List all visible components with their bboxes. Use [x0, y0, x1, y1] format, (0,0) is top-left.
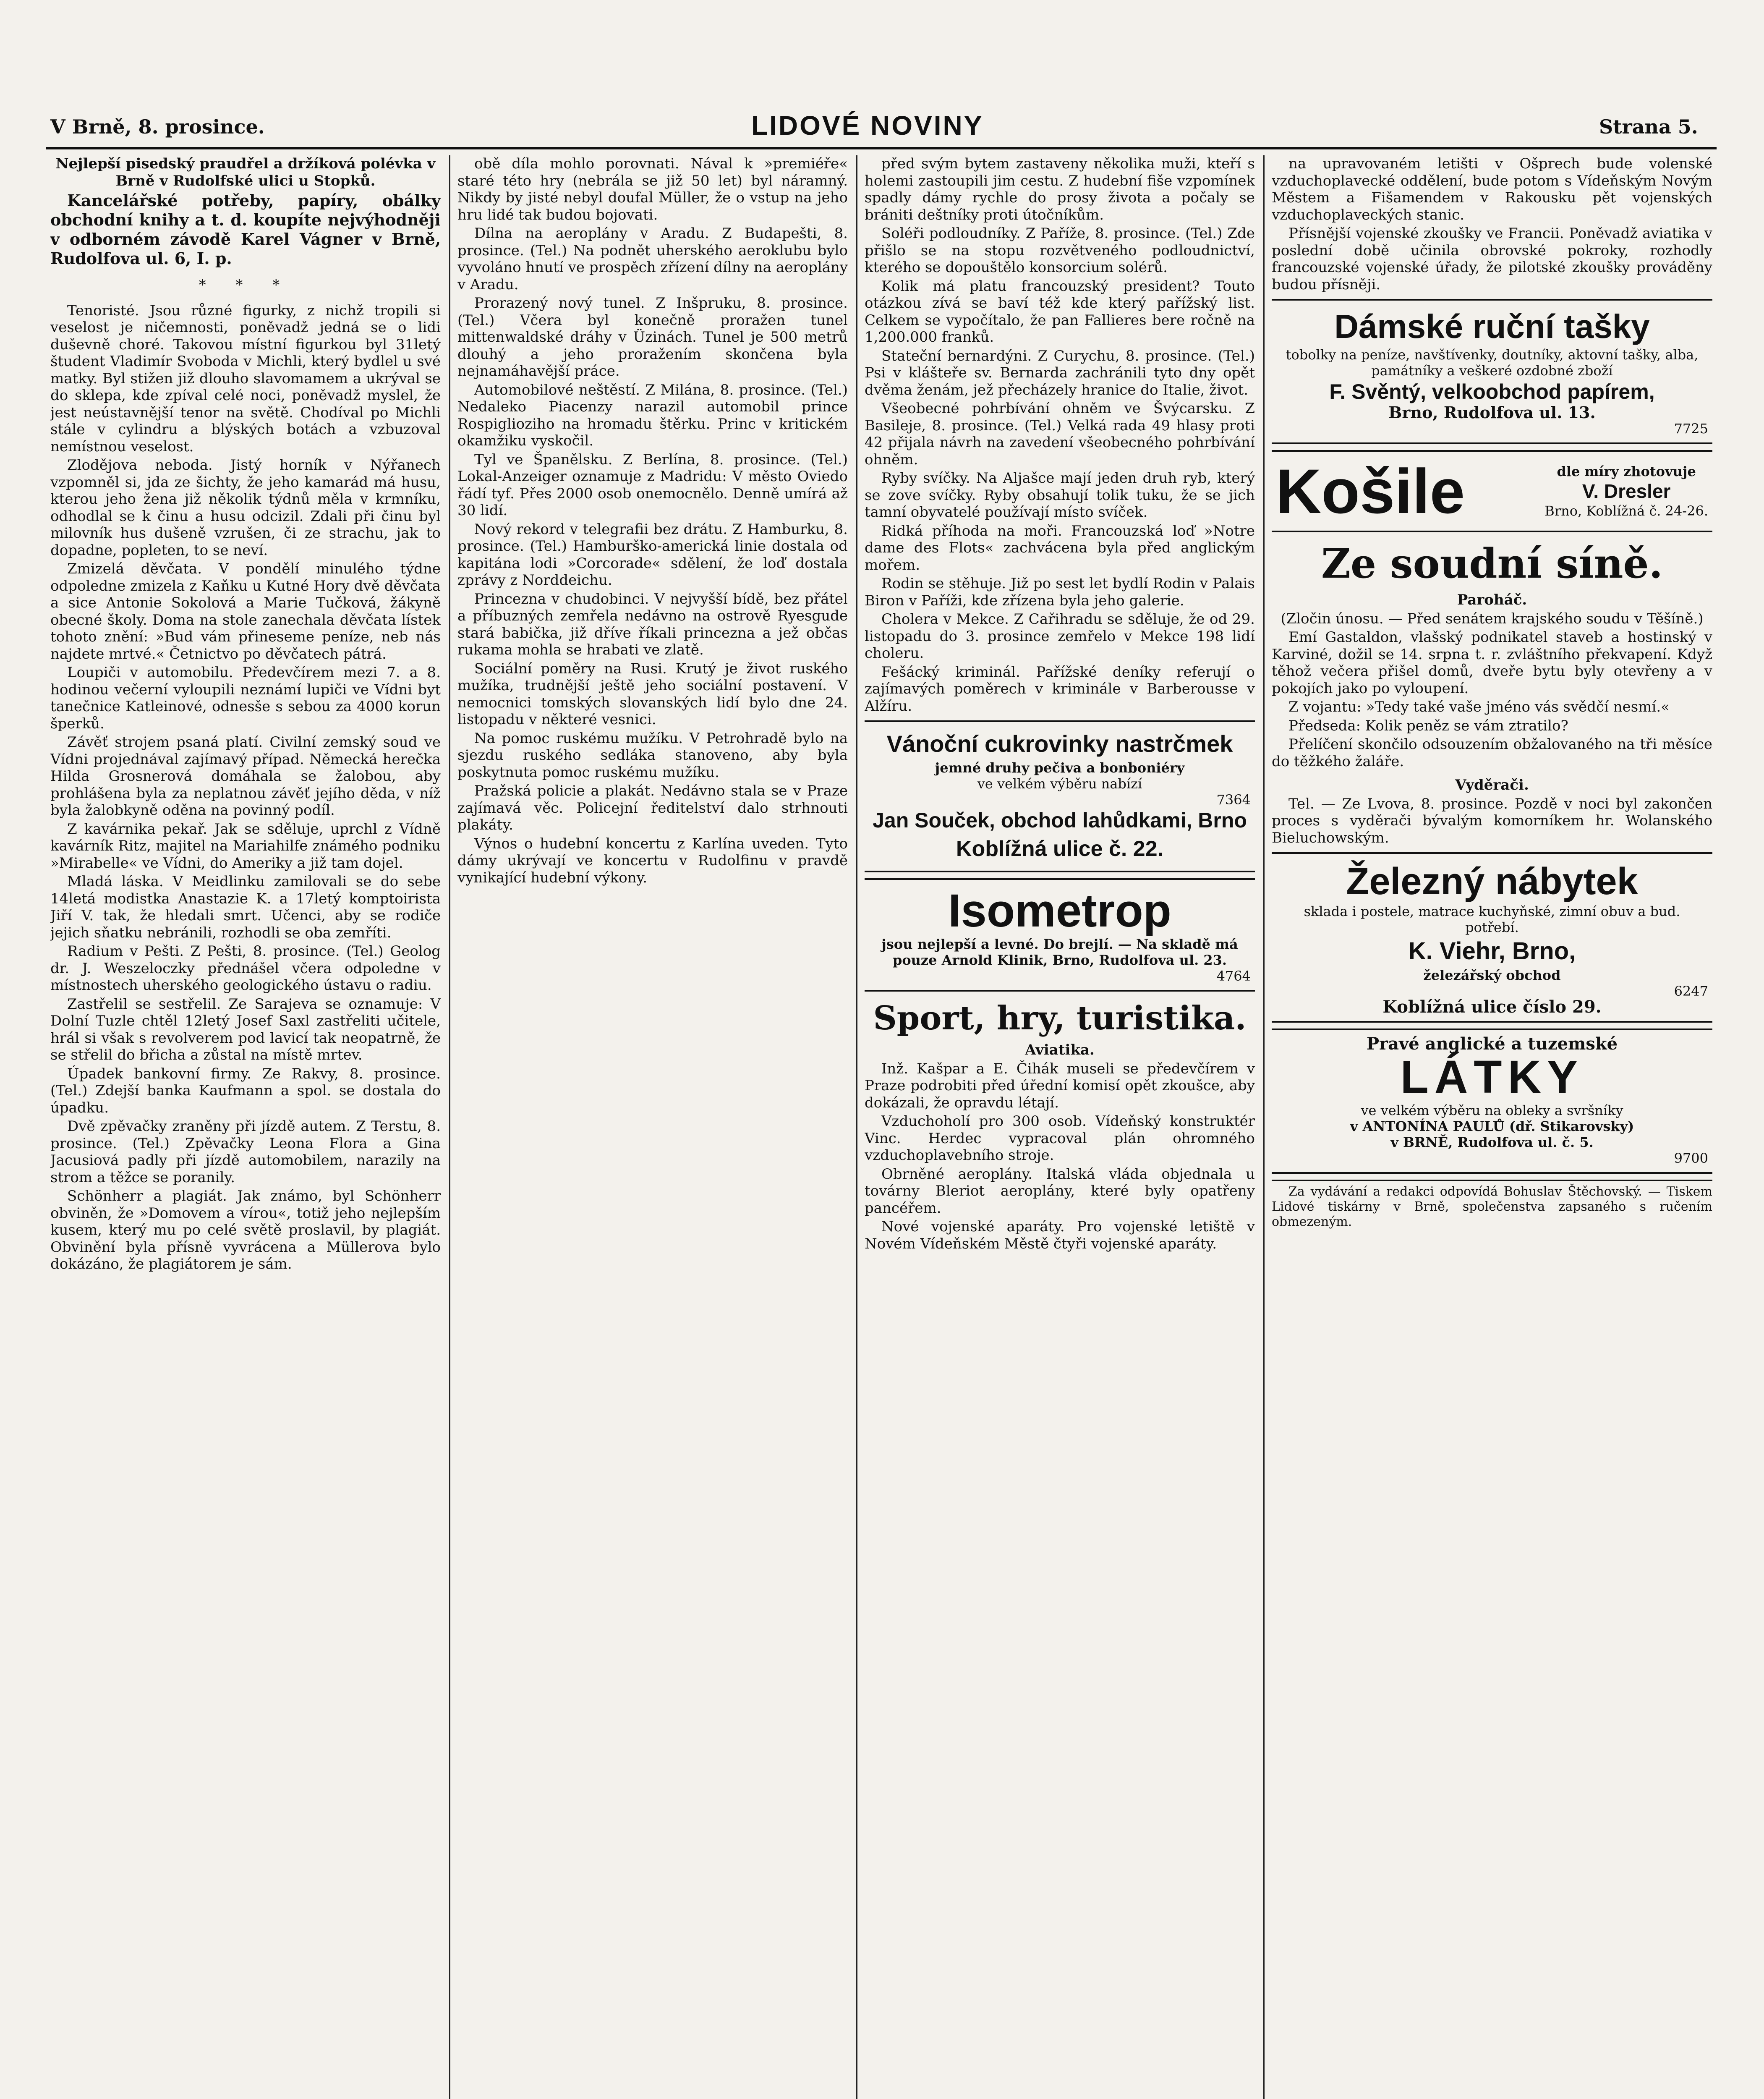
section-subtitle: Paroháč. [1457, 591, 1527, 608]
column-3 [865, 155, 1255, 2099]
ad-text: dle míry zhotovuje [1557, 463, 1696, 479]
article: Úpadek bankovní firmy. Ze Rakvy, 8. prosince. (Tel.) Zdejší banka Kaufmann a spol. se dostala do úpadku. [50, 1065, 441, 1116]
article: Stateční bernardýni. Z Curychu, 8. prosince. (Tel.) Psi v klášteře sv. Bernarda zachránili tyto dny opět dvěma ženám, jež přecházely hranice do Italie, život. [865, 347, 1255, 398]
ad-firm: Jan Souček, obchod lahůdkami, Brno [873, 809, 1247, 832]
ad-firm: V. Dresler [1582, 480, 1671, 502]
ad-iron-furniture [1272, 852, 1712, 1023]
article: Ridká příhoda na moři. Francouzská loď »Notre dame des Flots« zachvácena byla před anglickým mořem. [865, 522, 1255, 573]
ad-headline: Dámské ruční tašky [1334, 308, 1650, 345]
article: Přelíčení skončilo odsouzením obžalovaného na tři měsíce do těžkého žaláře. [1272, 736, 1712, 770]
header-date: V Brně, 8. prosince. [50, 115, 265, 138]
section-title: Ze soudní síně. [1321, 540, 1663, 587]
ad-text: Pravé anglické a tuzemské [1366, 1034, 1618, 1054]
article: Fešácký kriminál. Pařížské deníky referují o zajímavých poměrech v kriminále v Barberousse v Alžíru. [865, 663, 1255, 714]
ad-isometrop [865, 878, 1255, 992]
article: Tel. — Ze Lvova, 8. prosince. Pozdě v noci byl zakončen proces s vyděrači bývalým komorníkem hr. Wolanského Bieluchowským. [1272, 795, 1712, 846]
masthead: LIDOVÉ NOVINY [751, 110, 984, 141]
article: Z vojantu: »Tedy také vaše jméno vás svědčí nesmí.« [1288, 699, 1670, 715]
ad-code: 9700 [1674, 1150, 1708, 1166]
ad-text: tobolky na peníze, navštívenky, doutníky, aktovní tašky, alba, památníky a veškeré ozdobné zboží [1286, 347, 1699, 379]
article: Z kavárnika pekař. Jak se sděluje, uprchl z Vídně kavárník Ritz, majitel na Mariahilfe známého podniku »Mirabelle« ve Vídni, do Ameriky a již tam dojel. [50, 820, 441, 872]
ad-code: 6247 [1674, 983, 1708, 999]
article: Automobilové neštěstí. Z Milána, 8. prosince. (Tel.) Nedaleko Piacenzy narazil automobil prince Rospiglioziho na hromadu štěrku. Princ v kritickém okamžiku vyskočil. [457, 381, 848, 449]
article: Tyl ve Španělsku. Z Berlína, 8. prosince. (Tel.) Lokal-Anzeiger oznamuje z Madridu: V město Oviedo řádí tyf. Přes 2000 osob onemocnělo. Denně umírá až 30 lidí. [457, 451, 848, 519]
article-lead: (Zločin únosu. — Před senátem krajského soudu v Těšíně.) [1281, 610, 1704, 627]
column-4 [1272, 155, 1712, 2099]
section-title: Sport, hry, turistika. [873, 999, 1247, 1037]
article: Výnos o hudební koncertu z Karlína uveden. Tyto dámy ukrývají ve koncertu v Rudolfinu v pravdě vynikající hudební výkony. [457, 835, 848, 886]
article: na upravovaném letišti v Ošprech bude volenské vzduchoplavecké oddělení, bude potom s Vídeňským Novým Městem a Fišamendem v Rakousku pět vojenských vzduchoplaveckých stanic. [1272, 155, 1712, 223]
article: Na pomoc ruskému mužíku. V Petrohradě bylo na sjezdu ruského sedláka stanoveno, aby byla poskytnuta pomoc ruskému mužíku. [457, 730, 848, 781]
ad-headline: Vánoční cukrovinky nastrčmek [886, 730, 1233, 757]
article: Inž. Kašpar a E. Čihák museli se předevčírem v Praze podrobiti před úřední komisí opět zkoušce, aby dokázali, že opravdu létají. [865, 1060, 1255, 1111]
column-rule [1263, 155, 1265, 2099]
ad-text: železářský obchod [1423, 967, 1561, 983]
ad-headline: Košile [1276, 456, 1465, 526]
ad-address: Koblížná ulice číslo 29. [1382, 997, 1602, 1017]
article: Nové vojenské aparáty. Pro vojenské letiště v Novém Vídeňském Městě čtyři vojenské aparáty. [865, 1218, 1255, 1252]
column-1 [50, 155, 441, 2099]
article: Závěť strojem psaná platí. Civilní zemský soud ve Vídni projednával zajímavý případ. Německá herečka Hilda Grosnerová domáhala se žalobou, aby prohlášena byla za neplatnou závěť jejího děda, v níž byla žalobkyně oděna na povinný podíl. [50, 734, 441, 819]
article: Ryby svíčky. Na Aljašce mají jeden druh ryb, který se zove svíčky. Ryby obsahují tolik tuku, že se jich tamní obyvatelé používají místo svíček. [865, 470, 1255, 521]
column-rule [856, 155, 857, 2099]
ad-firm: F. Svěntý, velkoobchod papírem, [1329, 380, 1655, 403]
ad-soup: Nejlepší pisedský praudřel a držíková polévka v Brně v Rudolfské ulici u Stopků. [55, 155, 436, 189]
ad-code: 7725 [1674, 421, 1708, 437]
ad-code: 7364 [1216, 792, 1251, 808]
ad-headline: Železný nábytek [1346, 861, 1638, 903]
article: Zlodějova neboda. Jistý horník v Nýřanech vzpomněl si, jda ze šichty, že jeho kamarád má husu, kterou jeho žena již několik týdnů měla v krmníku, odhodlal se k činu a husu odcizil. Zdali při činu byl milovník hus dušeně vzrušen, či ze strachu, jak to dopadne, popleten, to se neví. [50, 457, 441, 559]
article: Přísnější vojenské zkoušky ve Francii. Poněvadž aviatika v poslední době učinila obrovské pokroky, rozhodly francouzské vojenské úřady, že pilotské zkoušky prováděny budou přísněji. [1272, 225, 1712, 293]
ad-address: Koblížná ulice č. 22. [956, 837, 1164, 861]
article: Cholera v Mekce. Z Cařihradu se sděluje, že od 29. listopadu do 3. prosince zemřelo v Mekce 198 lidí choleru. [865, 611, 1255, 662]
ad-text: jsou nejlepší a levné. Do brejlí. — Na skladě má pouze Arnold Klinik, Brno, Rudolfova ul. 23. [881, 936, 1238, 968]
article: Emí Gastaldon, vlašský podnikatel staveb a hostinský v Karviné, dožil se 14. srpna t. r. zvláštního překvapení. Když těhož večera přišel domů, dveře bytu byly otevřeny a v pokojích jako po vyloupení. [1272, 629, 1712, 697]
article: Rodin se stěhuje. Již po sest let bydlí Rodin v Palais Biron v Paříži, kde zřízena byla jeho galerie. [865, 575, 1255, 609]
article: Dílna na aeroplány v Aradu. Z Budapešti, 8. prosince. (Tel.) Na podnět uherského aeroklubu bylo vyvoláno hnutí ve prospěch zřízení dílny na aeroplány v Aradu. [457, 225, 848, 293]
ad-shirts [1272, 450, 1712, 532]
article: Radium v Pešti. Z Pešti, 8. prosince. (Tel.) Geolog dr. J. Weszeloczky přednášel včera odpoledne v místnostech uherského geologického ústavu o radiu. [50, 943, 441, 994]
article: Tenoristé. Jsou různé figurky, z nichž tropili si veselost je ničemnosti, poněvadž jedná se o lidi duševně choré. Takovou místní figurkou byl 31letý študent Vladimír Svoboda v Michli, který bydlel u své matky. Byl stižen již dlouho slavomamem a ukrýval se do sklepa, kde zpíval celé noci, poněvadž myslel, že jest neústavnější tenor na světě. Chodíval po Michli stále v cylindru a blýských botách a vzbuzoval nemístnou veselost. [50, 302, 441, 455]
article: před svým bytem zastaveny několika muži, kteří s holemi zastoupili jim cestu. Z hudební fiše vzpomínek spadly dámy rychle do prosy života a počaly se brániti deštníky proti útočníkům. [865, 155, 1255, 223]
column-2 [457, 155, 848, 2099]
article: Schönherr a plagiát. Jak známo, byl Schönherr obviněn, že »Domovem a vírou«, totiž jeho nejlepším kusem, který mu po celé světě proslavil, by plagiát. Obvinění byla přísně vyvrácena a Müllerova bylo dokázáno, že plagiátorem je sám. [50, 1188, 441, 1272]
ad-address: Brno, Koblížná č. 24-26. [1544, 503, 1708, 519]
ad-headline: Isometrop [948, 885, 1171, 937]
article: Kolik má platu francouzský president? Touto otázkou zívá se baví též kde který pařížský list. Celkem se vypočítalo, že pan Fallieres bere ročně na 1,200.000 franků. [865, 277, 1255, 345]
article: Dvě zpěvačky zraněny při jízdě autem. Z Terstu, 8. prosince. (Tel.) Zpěvačky Leona Flora a Gina Jacusiová padly při jízdě automobilem, narazily na strom a těžce se poranily. [50, 1118, 441, 1186]
ad-text: jemné druhy pečiva a bonboniéry [935, 760, 1185, 776]
imprint: Za vydávání a redakci odpovídá Bohuslav Štěchovský. — Tiskem Lidové tiskárny v Brně, společenstva zapsaného s ručením obmezeným. [1272, 1180, 1712, 1230]
article: Mladá láska. V Meidlinku zamilovali se do sebe 14letá modistka Anastazie K. a 17letý komptoirista Jiří V. tak, že hledali smrt. Učenci, aby se rodiče jejich sňatku nebránili, rozhodli se oba zemříti. [50, 873, 441, 941]
separator-stars: * * * [199, 277, 293, 293]
ad-handbags [1272, 299, 1712, 444]
ad-firm: v ANTONÍNA PAULŮ (dř. Stikarovsky) [1350, 1118, 1634, 1134]
article: Princezna v chudobinci. V nejvyšší bídě, bez přátel a příbuzných zemřela nedávno na ostrově Ryesgude stará babička, již dříve říkali princezna a jež občas rukama mohla se hrabati ve zlatě. [457, 590, 848, 658]
article: Pražská policie a plakát. Nedávno stala se v Praze zajímavá věc. Policejní ředitelství dalo strhnouti plakáty. [457, 783, 848, 833]
article: Sociální poměry na Rusi. Krutý je život ruského mužíka, trudnější ještě jeho sociální postavení. V nemocnici tomských slovanských lidí bylo dne 24. listopadu v některé vesnici. [457, 660, 848, 728]
article: obě díla mohlo porovnati. Nával k »premiéře« staré této hry (nebrála se již 50 let) byl náramný. Nikdy by jisté nebyl doufal Müller, že o vstup na jeho hru lidé tak budou bojovati. [457, 155, 848, 223]
ad-text: ve velkém výběru nabízí [977, 776, 1142, 792]
article: Obrněné aeroplány. Italská vláda objednala u továrny Bleriot aeroplány, které byly opatřeny pancéřem. [865, 1165, 1255, 1217]
ad-address: Brno, Rudolfova ul. 13. [1388, 403, 1596, 422]
ad-text: sklada i postele, matrace kuchyňské, zimní obuv a bud. potřebí. [1304, 903, 1680, 935]
ad-christmas-sweets [865, 720, 1255, 872]
article: Vzduchoholí pro 300 osob. Vídeňský konstruktér Vinc. Herdec vypracoval plán ohromného vzduchoplavebního stroje. [865, 1113, 1255, 1164]
article: Zmizelá děvčata. V pondělí minulého týdne odpoledne zmizela z Kaňku u Kutné Hory dvě děvčata a sice Antonie Sokolová a Marie Tučková, žákyně obecné školy. Doma na stole zanechala děvčata lístek tohoto znění: »Bud vám přineseme peníze, neb nás najdete mrtvé.« Četnictvo po děvčatech pátrá. [50, 560, 441, 662]
article: Předseda: Kolik peněz se vám ztratilo? [1288, 717, 1568, 734]
section-subtitle: Vyděrači. [1455, 777, 1529, 793]
ad-office-supplies: Kancelářské potřeby, papíry, obálky obchodní knihy a t. d. koupíte nejvýhodněji v odborném závodě Karel Vágner v Brně, Rudolfova ul. 6, I. p. [50, 191, 441, 268]
article: Nový rekord v telegrafii bez drátu. Z Hamburku, 8. prosince. (Tel.) Hamburško-americká linie dostala od kapitána lodi »Corcorade« sdělení, že loď dostala zprávy z Norddeichu. [457, 521, 848, 589]
header-rule [46, 147, 1717, 149]
article: Všeobecné pohrbívání ohněm ve Švýcarsku. Z Basileje, 8. prosince. (Tel.) Velká rada 49 hlasy proti 42 přijala návrh na zavedení všeobecného pohrbívání ohněm. [865, 400, 1255, 468]
ad-headline: LÁTKY [1400, 1051, 1584, 1103]
ad-text: ve velkém výběru na obleky a svršníky [1361, 1102, 1623, 1118]
article: Zastřelil se sestřelil. Ze Sarajeva se oznamuje: V Dolní Tuzle chtěl 12letý Josef Saxl zastřeliti učitele, hrál si však s revolverem pod lavicí tak neopatrně, že se střelil do břicha a zůstal na místě mrtev. [50, 995, 441, 1063]
article: Loupiči v automobilu. Předevčírem mezi 7. a 8. hodinou večerní vyloupili neznámí lupiči ve Vídni byt tanečnice Katleinové, odnesše s sebou za 4000 korun šperků. [50, 664, 441, 732]
column-rule [449, 155, 450, 2099]
ad-code: 4764 [1216, 968, 1251, 984]
article: Prorazený nový tunel. Z Inšpruku, 8. prosince. (Tel.) Včera byl konečně proražen tunel mittenwaldské dráhy v Üzinách. Tunel je 500 metrů dlouhý a jeho proražením skončena byla nejnamáhavější práce. [457, 295, 848, 379]
ad-firm: K. Viehr, Brno, [1408, 937, 1576, 965]
section-subtitle: Aviatika. [1025, 1042, 1095, 1058]
ad-fabrics [1272, 1029, 1712, 1174]
ad-address: v BRNĚ, Rudolfova ul. č. 5. [1390, 1134, 1594, 1150]
article: Soléři podloudníky. Z Paříže, 8. prosince. (Tel.) Zde přišlo se na stopu rozvětveného podloudnictví, kterého se dopouštělo konsorcium solérů. [865, 225, 1255, 276]
page-number: Strana 5. [1599, 115, 1698, 138]
